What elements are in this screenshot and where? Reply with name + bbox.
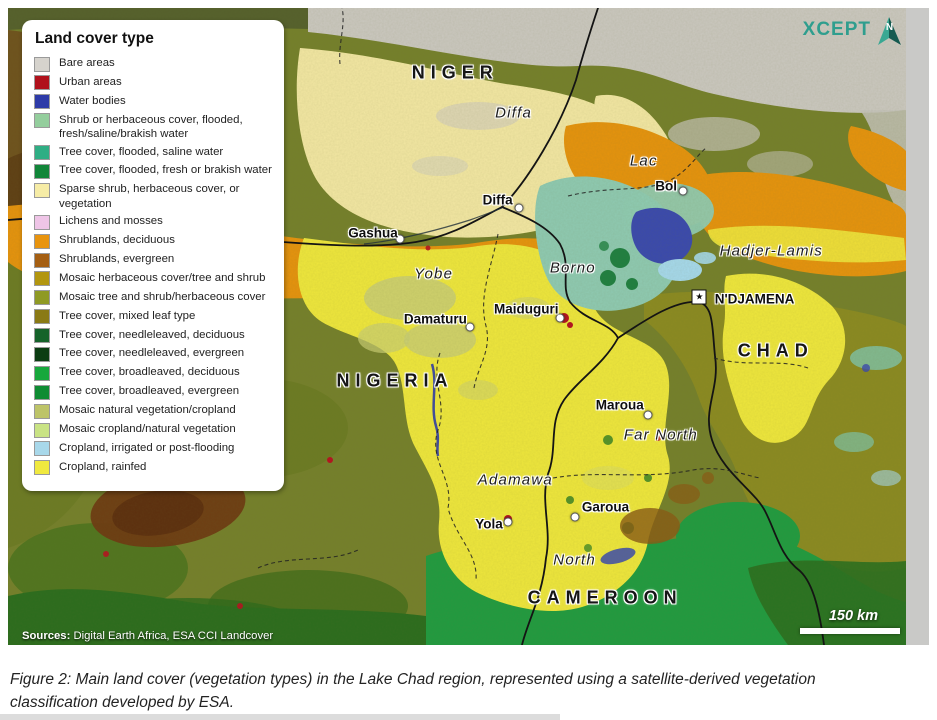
city-label-gashua: Gashua: [348, 225, 398, 241]
legend-label: Cropland, rainfed: [59, 460, 147, 473]
legend-swatch: [34, 215, 50, 230]
legend-item: [34, 403, 272, 419]
legend-label: Tree cover, broadleaved, evergreen: [59, 385, 240, 398]
legend-label: Tree cover, flooded, saline water: [59, 145, 224, 158]
legend-item: [34, 460, 272, 476]
legend-item: [34, 182, 272, 211]
legend-item: [34, 328, 272, 344]
country-label-chad: CHAD: [737, 340, 814, 361]
legend-swatch: [34, 145, 50, 160]
region-label-far-north: Far North: [623, 426, 698, 444]
legend-swatch: [34, 347, 50, 362]
legend-swatch: [34, 423, 50, 438]
legend-swatch: [34, 183, 50, 198]
legend-label: Mosaic herbaceous cover/tree and shrub: [59, 271, 266, 284]
city-label-maroua: Maroua: [595, 397, 644, 413]
legend-item: [34, 384, 272, 400]
legend-title: Land cover type: [35, 30, 154, 47]
region-label-yobe: Yobe: [414, 265, 454, 283]
legend-label: Shrublands, deciduous: [59, 234, 175, 247]
figure-caption: Figure 2: Main land cover (vegetation types) in the Lake Chad region, represented using a satellite-derived vegetation classification developed by ESA.: [10, 671, 816, 712]
region-label-lac: Lac: [629, 152, 658, 170]
legend-label: Urban areas: [59, 75, 122, 88]
legend-item: [34, 94, 272, 110]
capital-label-n-djamena: N'DJAMENA: [714, 291, 795, 307]
xcept-logo-text: XCEPT: [802, 19, 871, 40]
legend-swatch: [34, 57, 50, 72]
country-label-nigeria: NIGERIA: [336, 370, 454, 391]
sources-note: [22, 630, 273, 642]
capital-star-icon: ★: [692, 290, 707, 305]
region-label-north: North: [553, 551, 596, 569]
country-label-cameroon: CAMEROON: [527, 587, 683, 608]
legend-swatch: [34, 164, 50, 179]
sources-text: Digital Earth Africa, ESA CCI Landcover: [70, 630, 274, 642]
legend-item: [34, 309, 272, 325]
north-arrow-letter: N: [885, 22, 894, 33]
legend-item: [34, 145, 272, 161]
scale-label: 150 km: [828, 608, 878, 624]
legend-label: Shrub or herbaceous cover, flooded, fresh/saline/brakish water: [59, 113, 243, 140]
legend-label: Tree cover, flooded, fresh or brakish water: [59, 164, 272, 177]
legend-item: [34, 271, 272, 287]
legend-swatch: [34, 94, 50, 109]
city-dot-garoua: [570, 512, 579, 521]
legend-label: Tree cover, broadleaved, deciduous: [59, 366, 240, 379]
legend-label: Mosaic tree and shrub/herbaceous cover: [59, 290, 266, 303]
legend-swatch: [34, 460, 50, 475]
legend-swatch: [34, 309, 50, 324]
legend-item: [34, 365, 272, 381]
legend-item: [34, 252, 272, 268]
city-dot-bol: [679, 186, 688, 195]
legend-item: [34, 233, 272, 249]
legend-item: [34, 214, 272, 230]
legend-label: Bare areas: [59, 57, 115, 69]
legend-label: Shrublands, evergreen: [59, 253, 175, 266]
legend-swatch: [34, 290, 50, 305]
country-label-niger: NIGER: [411, 62, 499, 83]
region-label-hadjer-lamis: Hadjer-Lamis: [719, 242, 823, 260]
sources-prefix: Sources:: [22, 630, 71, 642]
legend-item: [34, 290, 272, 306]
legend-panel: [22, 20, 284, 491]
city-label-diffa: Diffa: [482, 192, 513, 208]
bottom-strip: [0, 714, 560, 720]
region-label-adamawa: Adamawa: [477, 471, 553, 489]
legend-swatch: [34, 75, 50, 90]
scale-bar: [800, 628, 900, 634]
legend-swatch: [34, 366, 50, 381]
map-canvas: [8, 8, 906, 645]
legend-swatch: [34, 328, 50, 343]
legend-swatch: [34, 234, 50, 249]
region-label-diffa: Diffa: [495, 104, 532, 122]
legend-item: [34, 422, 272, 438]
map-edge-strip: [906, 8, 929, 645]
legend-items: [34, 56, 272, 475]
legend-label: Tree cover, needleleaved, deciduous: [59, 328, 245, 341]
legend-swatch: [34, 253, 50, 268]
xcept-logo: [803, 17, 903, 47]
city-dot-yola: [504, 518, 513, 527]
city-label-garoua: Garoua: [581, 499, 630, 515]
city-dot-diffa: [514, 204, 523, 213]
legend-label: Lichens and mosses: [59, 215, 163, 228]
city-label-damaturu: Damaturu: [403, 311, 467, 327]
legend-label: Cropland, irrigated or post-flooding: [59, 441, 235, 454]
city-label-yola: Yola: [475, 516, 503, 532]
north-arrow-icon: [876, 17, 903, 47]
legend-label: Tree cover, needleleaved, evergreen: [59, 347, 245, 360]
legend-item: [34, 56, 272, 72]
legend-swatch: [34, 441, 50, 456]
legend-swatch: [34, 404, 50, 419]
city-label-maiduguri: Maiduguri: [493, 301, 559, 317]
region-label-borno: Borno: [549, 259, 596, 277]
legend-item: [34, 113, 272, 142]
legend-item: [34, 163, 272, 179]
city-dot-maroua: [644, 411, 653, 420]
legend-item: [34, 441, 272, 457]
legend-label: Water bodies: [59, 94, 126, 107]
legend-swatch: [34, 385, 50, 400]
city-dot-damaturu: [466, 323, 475, 332]
legend-swatch: [34, 271, 50, 286]
legend-label: Mosaic natural vegetation/cropland: [59, 404, 236, 417]
city-label-bol: Bol: [655, 178, 677, 194]
legend-item: [34, 75, 272, 91]
legend-swatch: [34, 113, 50, 128]
legend-item: [34, 346, 272, 362]
legend-label: Tree cover, mixed leaf type: [59, 309, 196, 322]
legend-label: Mosaic cropland/natural vegetation: [59, 423, 236, 436]
legend-label: Sparse shrub, herbaceous cover, or vegetation: [59, 183, 240, 210]
